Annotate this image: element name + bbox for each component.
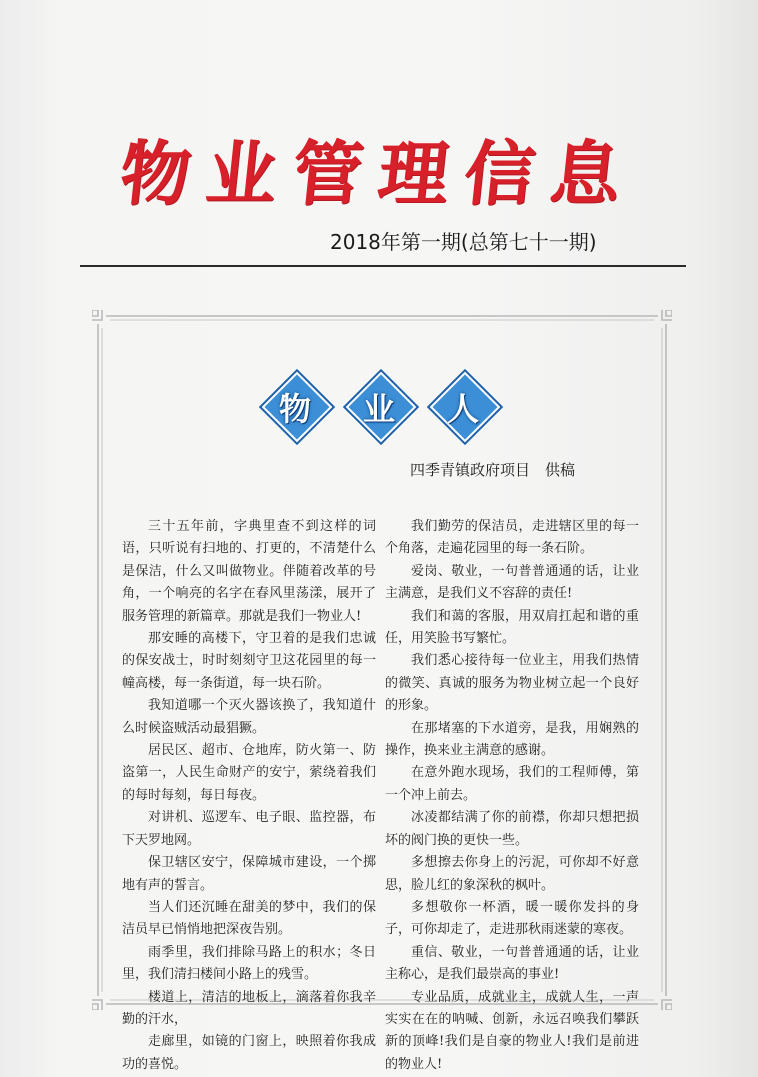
paragraph: 居民区、超市、仓地库，防火第一、防盗第一，人民生命财产的安宁，萦绕着我们的每时每刻，每日每夜。 — [122, 743, 376, 803]
paragraph: 重信、敬业，一句普普通通的话，让业主称心，是我们最崇高的事业! — [385, 944, 639, 983]
paragraph: 多想擦去你身上的污泥，可你却不好意思，脸儿红的象深秋的枫叶。 — [385, 855, 639, 893]
header-divider — [80, 265, 686, 267]
paragraph: 保卫辖区安宁，保障城市建设，一个掷地有声的誓言。 — [122, 855, 376, 893]
badge-ye — [346, 372, 412, 438]
paragraph: 走廊里，如镜的门窗上，映照着你我成功的喜悦。 — [122, 1034, 376, 1072]
paragraph: 楼道上，清洁的地板上，滴落着你我辛勤的汗水， — [122, 989, 376, 1027]
paragraph: 在那堵塞的下水道旁，是我，用娴熟的操作，换来业主满意的感谢。 — [385, 720, 639, 759]
badge-wu — [262, 372, 328, 438]
badge-char: 业 — [362, 390, 395, 428]
paragraph: 三十五年前，字典里查不到这样的词语，只听说有扫地的、打更的，不清楚什么是保洁，什么又叫做物业。伴随着改革的号角，一个响亮的名字在春风里荡漾，展开了服务管理的新篇章。那就是我们一物业人! — [122, 519, 376, 624]
byline: 四季青镇政府项目 供稿 — [410, 461, 576, 479]
issue-number: 2018年第一期(总第七十一期) — [330, 230, 597, 254]
paragraph: 在意外跑水现场，我们的工程师傅，第一个冲上前去。 — [385, 765, 639, 803]
paragraph: 雨季里，我们排除马路上的积水；冬日里，我们清扫楼间小路上的残雪。 — [122, 944, 376, 983]
paragraph: 我们悉心接待每一位业主，用我们热情的微笑、真诚的服务为物业树立起一个良好的形象。 — [385, 653, 639, 714]
masthead-title: 物业管理信息 — [116, 133, 641, 215]
paragraph: 爱岗、敬业，一句普普通通的话，让业主满意，是我们义不容辞的责任! — [385, 563, 639, 602]
article-column-right — [385, 516, 639, 1076]
paragraph: 冰凌都结满了你的前襟，你却只想把损坏的阀门换的更快一些。 — [385, 810, 639, 848]
badge-char: 物 — [278, 390, 311, 428]
paragraph: 专业品质，成就业主，成就人生，一声实实在在的呐喊、创新，永远召唤我们攀跃新的顶峰!我们是自豪的物业人!我们是前进的物业人! — [385, 989, 639, 1072]
badge-char: 人 — [446, 390, 479, 428]
paragraph: 多想敬你一杯酒，暖一暖你发抖的身子，可你却走了，走进那秋雨迷蒙的寒夜。 — [385, 899, 639, 938]
paragraph: 我们勤劳的保洁员，走进辖区里的每一个角落，走遍花园里的每一条石阶。 — [385, 519, 639, 557]
paragraph: 我知道哪一个灭火器该换了，我知道什么时候盗贼活动最猖獗。 — [122, 698, 376, 736]
badge-ren — [430, 372, 496, 438]
paragraph: 那安睡的高楼下，守卫着的是我们忠诚的保安战士，时时刻刻守卫这花园里的每一幢高楼，每一条街道，每一块石阶。 — [122, 631, 376, 691]
article-column-left — [122, 516, 376, 1076]
paragraph: 当人们还沉睡在甜美的梦中，我们的保洁员早已悄悄地把深夜告别。 — [122, 899, 376, 938]
paragraph: 我们和蔼的客服，用双肩扛起和谐的重任，用笑脸书写繁忙。 — [385, 608, 639, 647]
paragraph: 对讲机、巡逻车、电子眼、监控器，布下天罗地网。 — [122, 810, 376, 848]
title-badges — [262, 372, 502, 442]
